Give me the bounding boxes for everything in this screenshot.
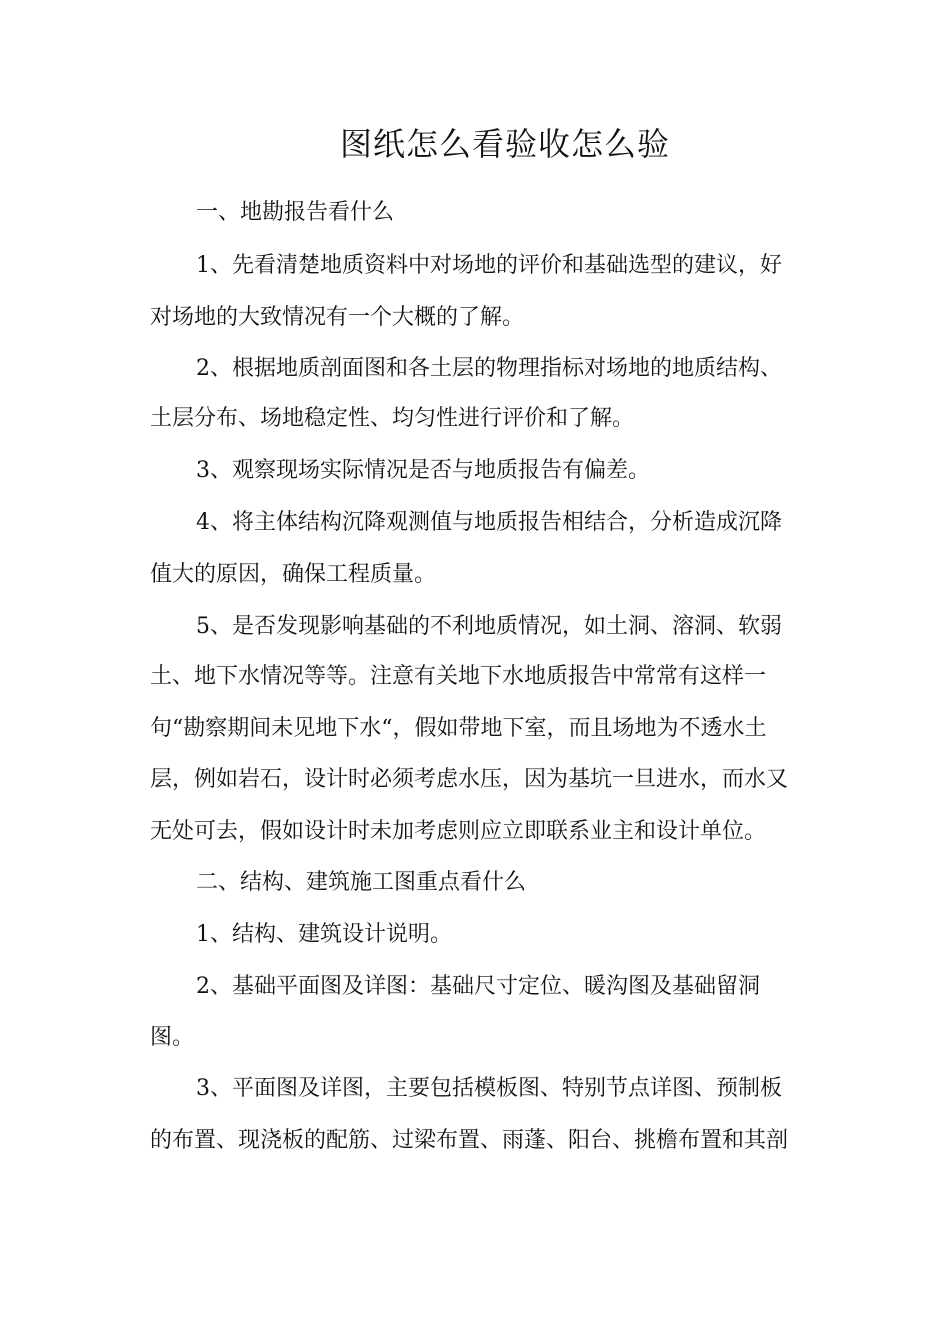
paragraph-line: 图。 (150, 1025, 195, 1050)
page-title: 图纸怎么看验收怎么验 (339, 125, 670, 163)
paragraph-line: 1、结构、建筑设计说明。 (196, 922, 452, 947)
paragraph-line: 4、将主体结构沉降观测值与地质报告相结合，分析造成沉降 (196, 510, 782, 535)
paragraph-line: 对场地的大致情况有一个大概的了解。 (150, 305, 525, 330)
paragraph-line: 无处可去，假如设计时未加考虑则应立即联系业主和设计单位。 (150, 819, 767, 844)
paragraph-line: 值大的原因，确保工程质量。 (150, 562, 437, 587)
paragraph-line: 1、先看清楚地质资料中对场地的评价和基础选型的建议，好 (196, 253, 782, 278)
paragraph-line: 3、观察现场实际情况是否与地质报告有偏差。 (196, 458, 650, 483)
paragraph-line: 2、根据地质剖面图和各土层的物理指标对场地的地质结构、 (196, 356, 782, 381)
section-heading-2: 二、结构、建筑施工图重点看什么 (196, 870, 527, 895)
paragraph-line: 2、基础平面图及详图：基础尺寸定位、暖沟图及基础留洞 (196, 974, 760, 999)
paragraph-line: 土层分布、场地稳定性、均匀性进行评价和了解。 (150, 406, 635, 431)
paragraph-line: 句“勘察期间未见地下水“，假如带地下室，而且场地为不透水土 (150, 716, 767, 741)
paragraph-line: 的布置、现浇板的配筋、过梁布置、雨蓬、阳台、挑檐布置和其剖 (150, 1128, 789, 1153)
paragraph-line: 5、是否发现影响基础的不利地质情况，如土洞、溶洞、软弱 (196, 614, 782, 639)
paragraph-line: 层，例如岩石，设计时必须考虑水压，因为基坑一旦进水，而水又 (150, 767, 789, 792)
paragraph-line: 土、地下水情况等等。注意有关地下水地质报告中常常有这样一 (150, 664, 767, 689)
paragraph-line: 3、平面图及详图，主要包括模板图、特别节点详图、预制板 (196, 1076, 782, 1101)
section-heading-1: 一、地勘报告看什么 (196, 200, 395, 225)
